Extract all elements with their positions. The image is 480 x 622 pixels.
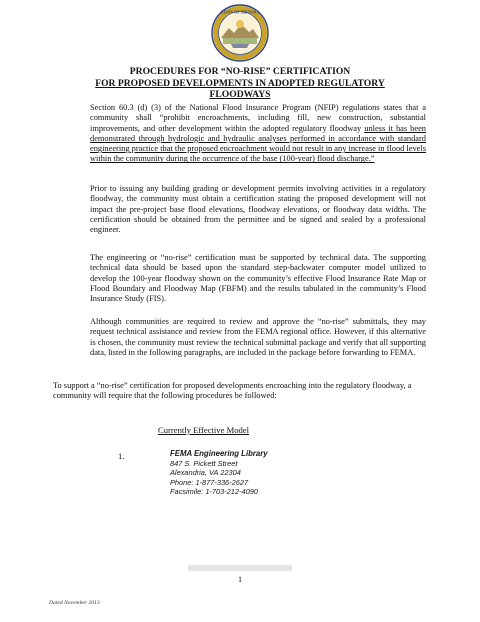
p3-text: The engineering or “no-rise” certification must be supported by technical data. The supporting technical data should be based upon the standard step-backwater computer model utilized to develop the 100-year floodway shown on the community’s effective Flood Insurance Rate Map or Flood Boundary and Floodway Map (FBFM) and the results tabulated in the community’s Flood Insurance Study (FIS). [90, 253, 426, 304]
library-city: Alexandria, VA 22304 [170, 468, 241, 478]
seal-ring-text: STATE OF ARIZONA [220, 9, 260, 15]
dated-note: Dated November 2013 [49, 600, 100, 606]
seal-field [223, 38, 257, 44]
paragraph-technical-data [90, 253, 426, 304]
p1-text: Section 60.3 (d) (3) of the National Flood Insurance Program (NFIP) regulations states that a community shall “prohibit encroachments, including fill, new construction, substantial improvements, and other development within the adopted regulatory floodway [90, 103, 426, 133]
library-fax: Facsimile: 1-703-212-4090 [170, 487, 258, 497]
library-phone: Phone: 1-877-336-2627 [170, 477, 249, 487]
title-line-2: FOR PROPOSED DEVELOPMENTS IN ADOPTED REGULATORY [95, 77, 385, 89]
title-line-1: PROCEDURES FOR “NO-RISE” CERTIFICATION [129, 66, 351, 77]
page-number: 1 [237, 574, 243, 584]
document-title [60, 66, 420, 101]
p1-underlined-text: unless it has been demonstrated through hydrologic and hydraulic analyses performed in accordance with standard engineering practice that the proposed encroachment would not result in any increase in flood levels within the community during the occurrence of the base (100-year) flood discharge.” [90, 123, 426, 164]
library-name: FEMA Engineering Library [170, 449, 268, 458]
p5-text: To support a “no-rise” certification for proposed developments encroaching into the regulatory floodway, a community will require that the following procedures be followed: [53, 381, 412, 401]
paragraph-nfip-section [90, 103, 426, 165]
arizona-state-seal [211, 4, 269, 62]
seal-sun [236, 20, 244, 28]
list-item-number: 1. [118, 451, 125, 461]
paragraph-procedures-intro [53, 381, 423, 402]
paragraph-certification [90, 184, 426, 235]
paragraph-fema-review [90, 317, 426, 358]
p4-text: Although communities are required to review and approve the “no-rise” submittals, they may request technical assistance and review from the FEMA regional office. However, if this alternative is chosen, the community must review the technical submittal package and verify that all supporting data, listed in the following paragraphs, are included in the package before forwarding to FEMA. [90, 317, 426, 357]
library-address [170, 449, 268, 497]
model-heading: Currently Effective Model [158, 425, 250, 435]
seal-dam [231, 44, 249, 48]
footer-rule [188, 564, 292, 572]
title-line-3: FLOODWAYS [209, 89, 271, 100]
p2-text: Prior to issuing any building grading or development permits involving activities in a regulatory floodway, the community must obtain a certification stating the proposed development will not impact the pre-project base flood elevations, floodway elevations, or floodway data widths. The certification should be obtained from the permittee and be signed and sealed by a professional engineer. [90, 184, 426, 235]
library-street: 847 S. Pickett Street [170, 458, 238, 468]
